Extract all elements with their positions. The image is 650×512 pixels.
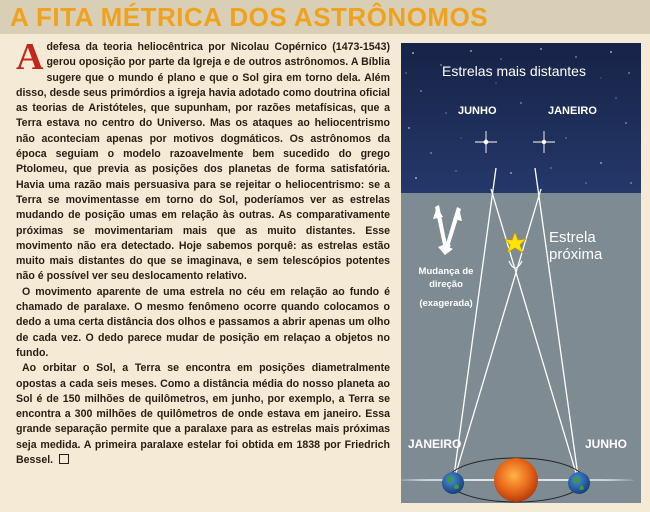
earth-june-icon — [568, 472, 590, 494]
exaggerated-label: (exagerada) — [419, 298, 473, 309]
title-bar — [0, 0, 650, 34]
dropcap: A — [16, 36, 44, 78]
paragraph-2: O movimento aparente de uma estrela no céu em relação ao fundo é chamado de paralaxe. O mesmo fenômeno ocorre quando colocamos o dedo a uma certa distância dos olhos e passamos a abrir apenas um olho de cada vez. O dedo parece mudar de posição em relaçao a objetos no fundo. — [16, 285, 390, 359]
near-star-label-line1: Estrela — [549, 229, 596, 246]
direction-arrows-icon — [433, 205, 462, 255]
direction-change-label — [415, 265, 477, 310]
june-bottom-label: JUNHO — [585, 437, 628, 451]
page-title: A FITA MÉTRICA DOS ASTRÔNOMOS — [10, 2, 489, 32]
direction-change-line2: direção — [429, 279, 463, 290]
june-top-label: JUNHO — [458, 105, 497, 117]
january-bottom-label: JANEIRO — [408, 437, 462, 451]
paragraph-1-text: defesa da teoria heliocêntrica por Nicolau Copérnico (1473-1543) gerou oposição por parte da Igreja e de outros astrônomos. A Bíblia sugere que o mundo é plano e que o Sol gira em torno dela. Além disso, desde seus primórdios a igreja havia adotado como doutrina oficial as teorias de Aristóteles, que supunham, por razões metafísicas, que a Terra estava no centro do Universo. Mas os ataques ao heliocentrismo não aconteciam apenas por motivos dogmáticos. Os astrônomos da época seguiam o modelo razoavelmente bem sucedido do grego Ptolomeu, que previa as posições dos planetas de forma satisfatória. Havia uma razão mais persuasiva para se rejeitar o heliocentrismo: se a Terra se movimentasse em torno do Sol, poderíamos ver as estrelas mudando de posição umas em relação às outras. As comparativamente próximas se movimentariam mais que as muito distantes. Esse movimento não era detectado. Hoje sabemos porquê: as estrelas estão muito mais distantes do que se imaginava, e sem telescópios potentes não é possível ver seu deslocamento relativo. — [16, 41, 390, 283]
parallax-figure — [401, 43, 641, 503]
near-star-label-line2: próxima — [549, 246, 603, 263]
sight-lines — [453, 168, 579, 483]
paragraph-1 — [16, 36, 390, 285]
sun-icon — [494, 458, 538, 502]
earth-january-icon — [442, 472, 464, 494]
near-star-label — [549, 229, 602, 263]
paragraph-3 — [16, 361, 390, 468]
parallax-angle-arc — [509, 261, 522, 268]
distant-stars-label: Estrelas mais distantes — [442, 63, 586, 79]
january-top-label: JANEIRO — [548, 105, 597, 117]
paragraph-3-text: Ao orbitar o Sol, a Terra se encontra em posições diametralmente opostas a cada seis meses. Como a distância média do nosso planeta ao Sol é de 150 milhões de quilômetros, em junho, por exemplo, a Terra se encontra a 300 milhões de quilômetros de onde estava em janeiro. Essa grande separação permite que a paralaxe para as estrelas mais próximas seja medida. A primeira paralaxe estelar foi obtida em 1838 por Friedrich Bessel. — [16, 362, 390, 467]
direction-change-line1: Mudança de — [418, 266, 474, 277]
article-body — [16, 36, 390, 468]
end-mark-icon — [59, 454, 69, 464]
